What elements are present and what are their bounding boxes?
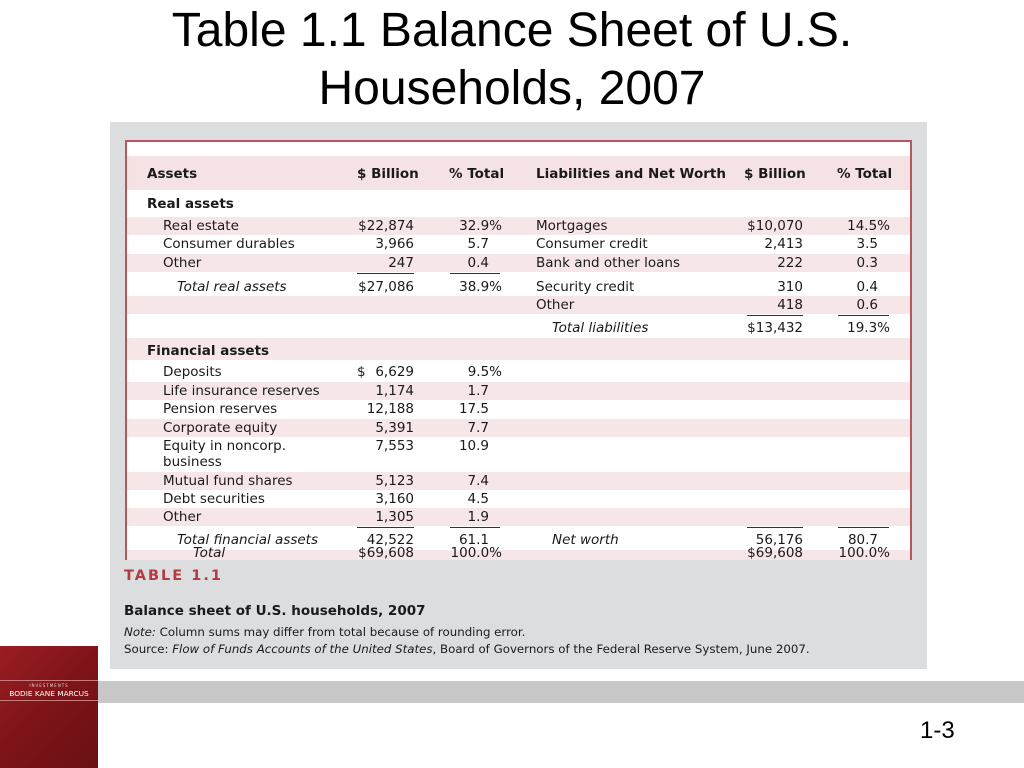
sum-underline xyxy=(450,527,500,528)
row-pct: 19.3% xyxy=(847,320,890,336)
sum-underline xyxy=(838,527,889,528)
source-title: Flow of Funds Accounts of the United States xyxy=(172,642,433,656)
row-billion: 3,966 xyxy=(375,236,414,252)
logo-authors: BODIE KANE MARCUS xyxy=(9,689,89,698)
header-liabilities: Liabilities and Net Worth xyxy=(536,166,726,182)
row-pct: 0.4 xyxy=(856,279,878,295)
row-pct: 0.4 xyxy=(467,255,489,271)
header-assets: Assets xyxy=(147,166,198,182)
row-label: Equity in noncorp. xyxy=(163,438,287,454)
source-rest: , Board of Governors of the Federal Reserve System, June 2007. xyxy=(432,642,810,656)
net-worth-billion: 56,176 xyxy=(755,532,803,548)
net-worth-label: Net worth xyxy=(552,532,619,548)
row-label: Bank and other loans xyxy=(536,255,681,271)
row-label: Debt securities xyxy=(163,491,265,507)
row-label: Mutual fund shares xyxy=(163,473,293,489)
row-label: Real estate xyxy=(163,218,239,234)
row-pct: 14.5% xyxy=(847,218,890,234)
row-billion: 42,522 xyxy=(366,532,414,548)
row-billion: 7,553 xyxy=(375,438,414,454)
row-billion: 1,174 xyxy=(375,383,414,399)
row-billion: $13,432 xyxy=(747,320,803,336)
row-billion: $27,086 xyxy=(358,279,414,295)
header-billion: $ Billion xyxy=(357,166,419,182)
row-pct: 7.7 xyxy=(467,420,489,436)
header-total: % Total xyxy=(449,166,505,182)
slide-title-line1: Table 1.1 Balance Sheet of U.S. xyxy=(171,4,853,57)
row-billion: 247 xyxy=(388,255,414,271)
row-label-total: Total real assets xyxy=(177,279,287,295)
row-label: Pension reserves xyxy=(163,401,278,417)
table-caption: Balance sheet of U.S. households, 2007 xyxy=(124,603,426,619)
financial-assets-heading: Financial assets xyxy=(147,343,270,359)
sum-underline xyxy=(450,273,500,274)
source-label: Source: xyxy=(124,642,173,656)
sum-underline xyxy=(357,527,414,528)
table-source xyxy=(124,642,810,656)
row-label-total: Total financial assets xyxy=(177,532,319,548)
footer-bar xyxy=(98,681,1024,703)
row-label-continued: business xyxy=(163,454,222,470)
row-billion: $10,070 xyxy=(747,218,803,234)
grand-total-label: Total xyxy=(193,545,226,561)
grand-total-pct: 100.0% xyxy=(450,545,502,561)
row-dollar-sign: $ xyxy=(357,364,366,380)
row-billion: 12,188 xyxy=(366,401,414,417)
net-worth-pct: 80.7 xyxy=(847,532,878,548)
row-label: Corporate equity xyxy=(163,420,278,436)
row-pct: 1.7 xyxy=(467,383,489,399)
row-label: Other xyxy=(163,509,202,525)
grand-total-pct2: 100.0% xyxy=(838,545,890,561)
row-label: Consumer durables xyxy=(163,236,295,252)
page-number: 1-3 xyxy=(920,717,955,744)
row-pct: 0.3 xyxy=(856,255,878,271)
table-label: TABLE 1.1 xyxy=(124,568,223,584)
sum-underline xyxy=(357,273,414,274)
sum-underline xyxy=(838,315,889,316)
row-label: Life insurance reserves xyxy=(163,383,320,399)
row-label: Deposits xyxy=(163,364,222,380)
row-label: Other xyxy=(163,255,202,271)
table-note xyxy=(124,625,525,639)
row-billion: 3,160 xyxy=(375,491,414,507)
publisher-logo xyxy=(0,646,98,768)
row-billion: 418 xyxy=(777,297,803,313)
logo-divider xyxy=(0,700,98,701)
row-billion: 310 xyxy=(777,279,803,295)
row-pct: 3.5 xyxy=(856,236,878,252)
row-pct: 5.7 xyxy=(467,236,489,252)
header-billion2: $ Billion xyxy=(744,166,806,182)
balance-sheet-table xyxy=(125,140,912,560)
logo-small-text: INVESTMENTS xyxy=(29,683,69,688)
row-pct: 1.9 xyxy=(467,509,489,525)
table-row xyxy=(127,508,910,526)
row-billion: 1,305 xyxy=(375,509,414,525)
row-label-total: Total liabilities xyxy=(552,320,649,336)
row-pct: 32.9% xyxy=(459,218,502,234)
row-pct: 10.9 xyxy=(458,438,489,454)
table-row xyxy=(127,363,910,381)
row-pct: 4.5 xyxy=(467,491,489,507)
row-pct: 9.5% xyxy=(467,364,502,380)
row-billion: 5,391 xyxy=(375,420,414,436)
grand-total-billion: $69,608 xyxy=(358,545,414,561)
row-billion: 2,413 xyxy=(764,236,803,252)
row-label: Consumer credit xyxy=(536,236,648,252)
row-billion: 222 xyxy=(777,255,803,271)
sum-underline xyxy=(747,315,803,316)
row-pct: 0.6 xyxy=(856,297,878,313)
note-label: Note: xyxy=(124,625,156,639)
sum-underline xyxy=(747,527,803,528)
slide-title xyxy=(0,2,1024,118)
header-total2: % Total xyxy=(837,166,893,182)
row-pct: 38.9% xyxy=(459,279,502,295)
row-label: Other xyxy=(536,297,575,313)
row-pct: 17.5 xyxy=(458,401,489,417)
row-label: Security credit xyxy=(536,279,635,295)
logo-divider xyxy=(0,680,98,681)
grand-total-billion2: $69,608 xyxy=(747,545,803,561)
row-billion: 6,629 xyxy=(375,364,414,380)
row-billion: $22,874 xyxy=(358,218,414,234)
note-text: Column sums may differ from total because of rounding error. xyxy=(155,625,526,639)
row-label: Mortgages xyxy=(536,218,608,234)
row-pct: 61.1 xyxy=(458,532,489,548)
slide-title-line2: Households, 2007 xyxy=(318,62,706,115)
real-assets-heading: Real assets xyxy=(147,196,234,212)
row-pct: 7.4 xyxy=(467,473,489,489)
row-billion: 5,123 xyxy=(375,473,414,489)
table-figure xyxy=(110,122,927,669)
